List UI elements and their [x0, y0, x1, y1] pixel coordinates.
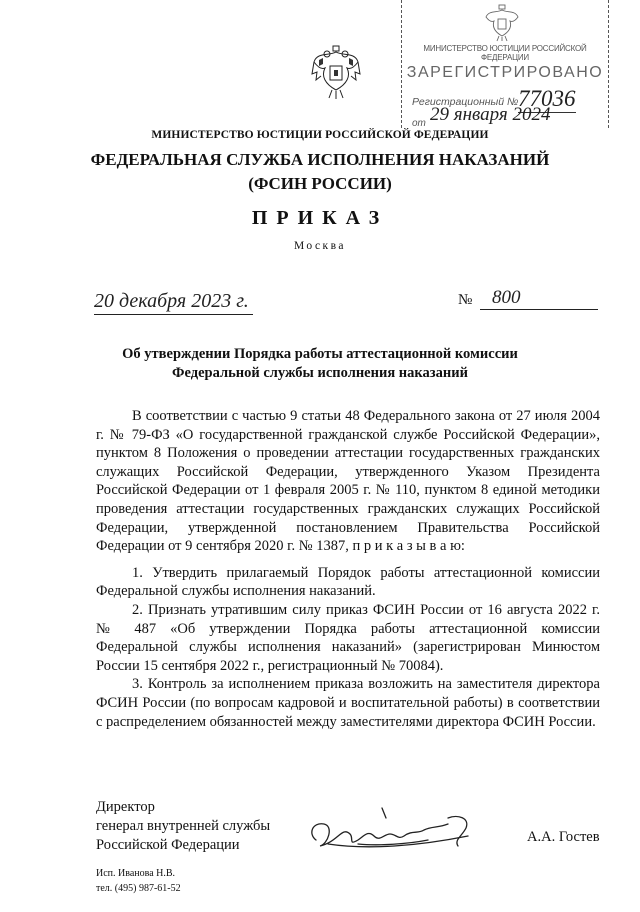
signatory-position-line-1: Директор [96, 799, 155, 815]
registration-stamp [401, 0, 609, 128]
agency-heading: ФЕДЕРАЛЬНАЯ СЛУЖБА ИСПОЛНЕНИЯ НАКАЗАНИЙ [90, 150, 550, 169]
executor-info [96, 866, 181, 896]
coat-of-arms-icon [311, 44, 361, 100]
preamble-paragraph: В соответствии с частью 9 статьи 48 Федерального закона от 27 июля 2004 г. № 79-ФЗ «О государственной гражданской службе Российской Федерации», пунктом 8 Положения о проведении аттестации государственных гражданских служащих Российской Федерации, утвержденного Указом Президента Российской Федерации от 1 февраля 2005 г. № 110, пунктом 8 единой методики проведения аттестации государственных гражданских служащих Российской Федерации, утвержденной постановлением Правительства Российской Федерации от 9 сентября 2020 г. № 1387, п р и к а з ы в а ю: [96, 408, 600, 555]
document-body [96, 407, 600, 731]
city: Москва [293, 240, 347, 252]
document-title-line-1: Об утверждении Порядка работы аттестационной комиссии [122, 346, 518, 362]
order-date: 20 декабря 2023 г. [94, 290, 253, 315]
order-item-1: 1. Утвердить прилагаемый Порядок работы аттестационной комиссии Федеральной службы исполнения наказаний. [96, 564, 600, 600]
stamp-date-prefix: от [412, 118, 426, 129]
document-type: ПРИКАЗ [251, 207, 389, 229]
stamp-regno-value: 77036 [518, 86, 576, 111]
stamp-coat-of-arms-icon [484, 4, 520, 42]
signatory-position-line-3: Российской Федерации [96, 837, 240, 853]
signatory-position-line-2: генерал внутренней службы [96, 818, 271, 834]
stamp-date-value: 29 января 2024 [430, 104, 551, 125]
stamp-ministry-text: МИНИСТЕРСТВО ЮСТИЦИИ РОССИЙСКОЙ ФЕДЕРАЦИИ [423, 44, 587, 62]
executor-phone: тел. (495) 987-61-52 [96, 883, 181, 894]
stamp-registered-text: ЗАРЕГИСТРИРОВАНО [406, 64, 604, 81]
agency-short-heading: (ФСИН РОССИИ) [248, 174, 392, 193]
executor-name: Исп. Иванова Н.В. [96, 868, 176, 879]
order-item-2: 2. Признать утратившим силу приказ ФСИН России от 16 августа 2022 г. № 487 «Об утверждении Порядка работы аттестационной комиссии Федеральной службы исполнения наказаний» (зарегистрирован Минюстом России 15 сентября 2022 г., регистрационный № 70084). [96, 601, 600, 674]
stamp-regno-label: Регистрационный № [412, 96, 519, 108]
document-title-line-2: Федеральной службы исполнения наказаний [172, 365, 468, 381]
order-number-label: № [458, 292, 473, 308]
signatory-name: А.А. Гостев [527, 829, 600, 845]
ministry-heading: МИНИСТЕРСТВО ЮСТИЦИИ РОССИЙСКОЙ ФЕДЕРАЦИИ [151, 129, 489, 141]
order-number: 800 [480, 287, 598, 310]
handwritten-signature [298, 800, 488, 860]
signatory-position [96, 798, 270, 855]
order-item-3: 3. Контроль за исполнением приказа возложить на заместителя директора ФСИН России (по вопросам кадровой и воспитательной работы) в соответствии с распределением обязанностей между заместителями директора ФСИН России. [96, 676, 600, 730]
